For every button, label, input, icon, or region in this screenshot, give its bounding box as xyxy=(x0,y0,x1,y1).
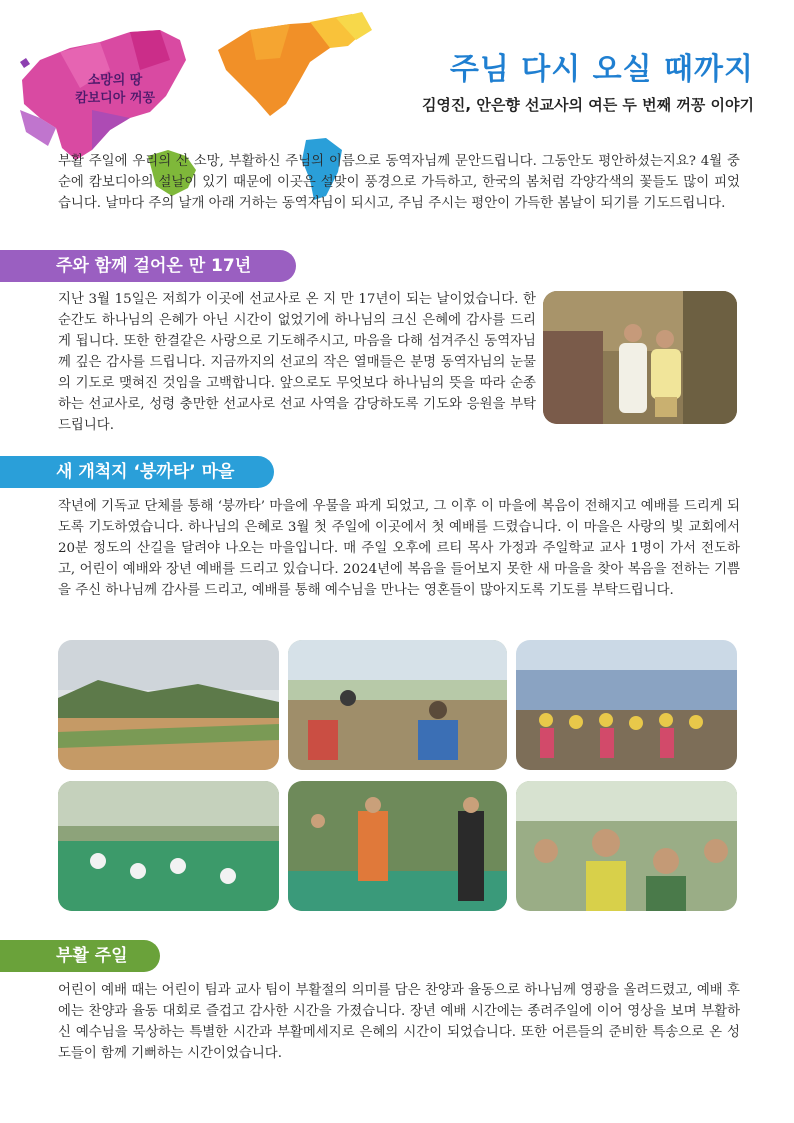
photo-village-gathering xyxy=(288,640,507,770)
photo-village-landscape xyxy=(58,640,279,770)
section-easter-text: 어린이 예배 때는 어린이 팀과 교사 팀이 부활절의 의미를 담은 찬양과 율동으로 하나님께 영광을 올려드렸고, 예배 후에는 찬양과 율동 대회로 즐겁고 감사한 시간을 가졌습니다. 장년 예배 시간에는 종려주일에 이어 영상을 보며 부활하신 예수님을 묵상하는 특별한 시간과 부활메세지로 은혜의 시간이 되었습니다. 또한 어른들의 준비한 특송으로 온 성도들이 함께 기뻐하는 시간이었습니다. xyxy=(58,983,740,1061)
section-new-village-text: 작년에 기독교 단체를 통해 ‘붕까타’ 마을에 우물을 파게 되었고, 그 이후 이 마을에 복음이 전해지고 예배를 드리게 되도록 기도하였습니다. 하나님의 은혜로 3월 첫 주일에 이곳에서 첫 예배를 드렸습니다. 이 마을은 사랑의 빛 교회에서 20분 정도의 산길을 달려야 나오는 마을입니다. 매 주일 오후에 르티 목사 가정과 주일학교 교사 1명이 가서 전도하고, 어린이 예배와 장년 예배를 드리고 있습니다. 2024년에 복음을 들어보지 못한 새 마을을 찾아 복음을 전하는 기쁨을 주신 하나님께 감사를 드리고, 예배를 통해 예수님을 만나는 영혼들이 많아지도록 기도를 부탁드립니다. xyxy=(58,499,740,598)
page-subtitle: 김영진, 안은향 선교사의 여든 두 번째 꺼꽁 이야기 xyxy=(421,96,754,114)
section-heading-17-years: 주와 함께 걸어온 만 17년 xyxy=(0,250,296,282)
tagline xyxy=(40,72,190,108)
tagline-line2: 캄보디아 꺼꽁 xyxy=(75,91,155,106)
intro-paragraph: 부활 주일에 우리의 산 소망, 부활하신 주님의 이름으로 동역자님께 문안드립니다. 그동안도 평안하셨는지요? 4월 중순에 캄보디아의 설날이 있기 때문에 이곳은 설맞이 풍경으로 가득하고, 한국의 봄처럼 각양각색의 꽃들도 많이 피었습니다. 날마다 주의 날개 아래 거하는 동역자님이 되시고, 주님 주시는 평안이 가득한 봄날이 되기를 기도드립니다. xyxy=(58,154,740,211)
photo-children-group xyxy=(516,640,737,770)
photo-children-seated-tarp xyxy=(58,781,279,911)
tagline-line1: 소망의 땅 xyxy=(87,73,143,88)
section-17-years-text: 지난 3월 15일은 저희가 이곳에 선교사로 온 지 만 17년이 되는 날이었습니다. 한순간도 하나님의 은혜가 아닌 시간이 없었기에 하나님의 크신 은혜에 감사를 드리게 됩니다. 또한 한결같은 사랑으로 기도해주시고, 마음을 다해 섬겨주신 동역자님께 깊은 감사를 드립니다. 지금까지의 선교의 작은 열매들은 분명 동역자님의 눈물의 기도로 맺혀진 것임을 고백합니다. 앞으로도 무엇보다 하나님의 뜻을 따라 순종하는 선교사로, 성령 충만한 선교사로 선교 사역을 감당하도록 기도와 응원을 부탁드립니다. xyxy=(58,292,536,433)
photo-children-standing xyxy=(288,781,507,911)
photo-children-closeup xyxy=(516,781,737,911)
section-heading-easter: 부활 주일 xyxy=(0,940,160,972)
section-heading-new-village: 새 개척지 ‘붕까타’ 마을 xyxy=(0,456,274,488)
missionary-couple-photo xyxy=(543,291,737,424)
page-title: 주님 다시 오실 때까지 xyxy=(449,52,754,87)
